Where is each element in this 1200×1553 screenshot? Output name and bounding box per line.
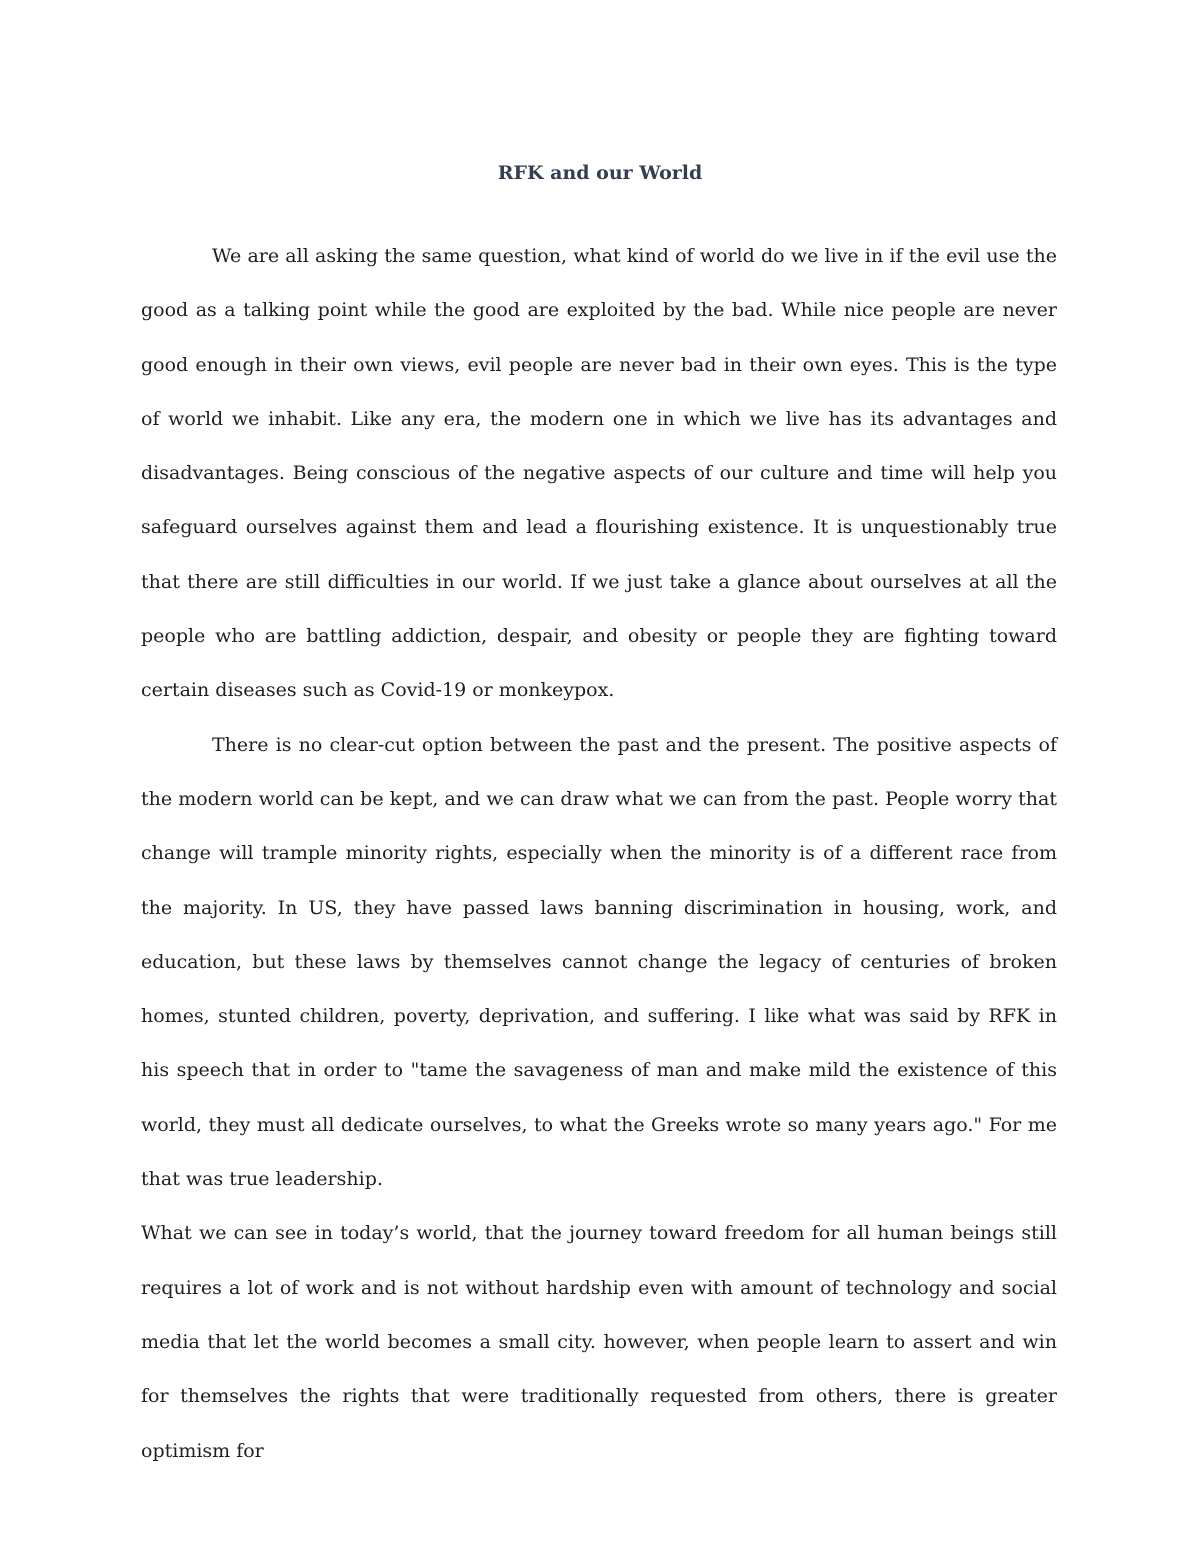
paragraph-2: There is no clear-cut option between the past and the present. The positive aspects of the modern world can be kept, and we can draw what we can from the past. People worry that change will trample minority rights, especially when the minority is of a different race from the majority. In US, they have passed laws banning discrimination in housing, work, and education, but these laws by themselves cannot change the legacy of centuries of broken homes, stunted children, poverty, deprivation, and suffering. I like what was said by RFK in his speech that in order to "tame the savageness of man and make mild the existence of this world, they must all dedicate ourselves, to what the Greeks wrote so many years ago." For me that was true leadership. — [141, 733, 1057, 1191]
document-body — [141, 229, 1057, 1478]
paragraph-1: We are all asking the same question, what kind of world do we live in if the evil use the good as a talking point while the good are exploited by the bad. While nice people are never good enough in their own views, evil people are never bad in their own eyes. This is the type of world we inhabit. Like any era, the modern one in which we live has its advantages and disadvantages. Being conscious of the negative aspects of our culture and time will help you safeguard ourselves against them and lead a flourishing existence. It is unquestionably true that there are still difficulties in our world. If we just take a glance about ourselves at all the people who are battling addiction, despair, and obesity or people they are fighting toward certain diseases such as Covid-19 or monkeypox. — [141, 245, 1057, 702]
page-title: RFK and our World — [497, 162, 703, 184]
paragraph-3: What we can see in today’s world, that the journey toward freedom for all human beings still requires a lot of work and is not without hardship even with amount of technology and social media that let the world becomes a small city. however, when people learn to assert and win for themselves the rights that were traditionally requested from others, there is greater optimism for — [141, 1222, 1057, 1462]
